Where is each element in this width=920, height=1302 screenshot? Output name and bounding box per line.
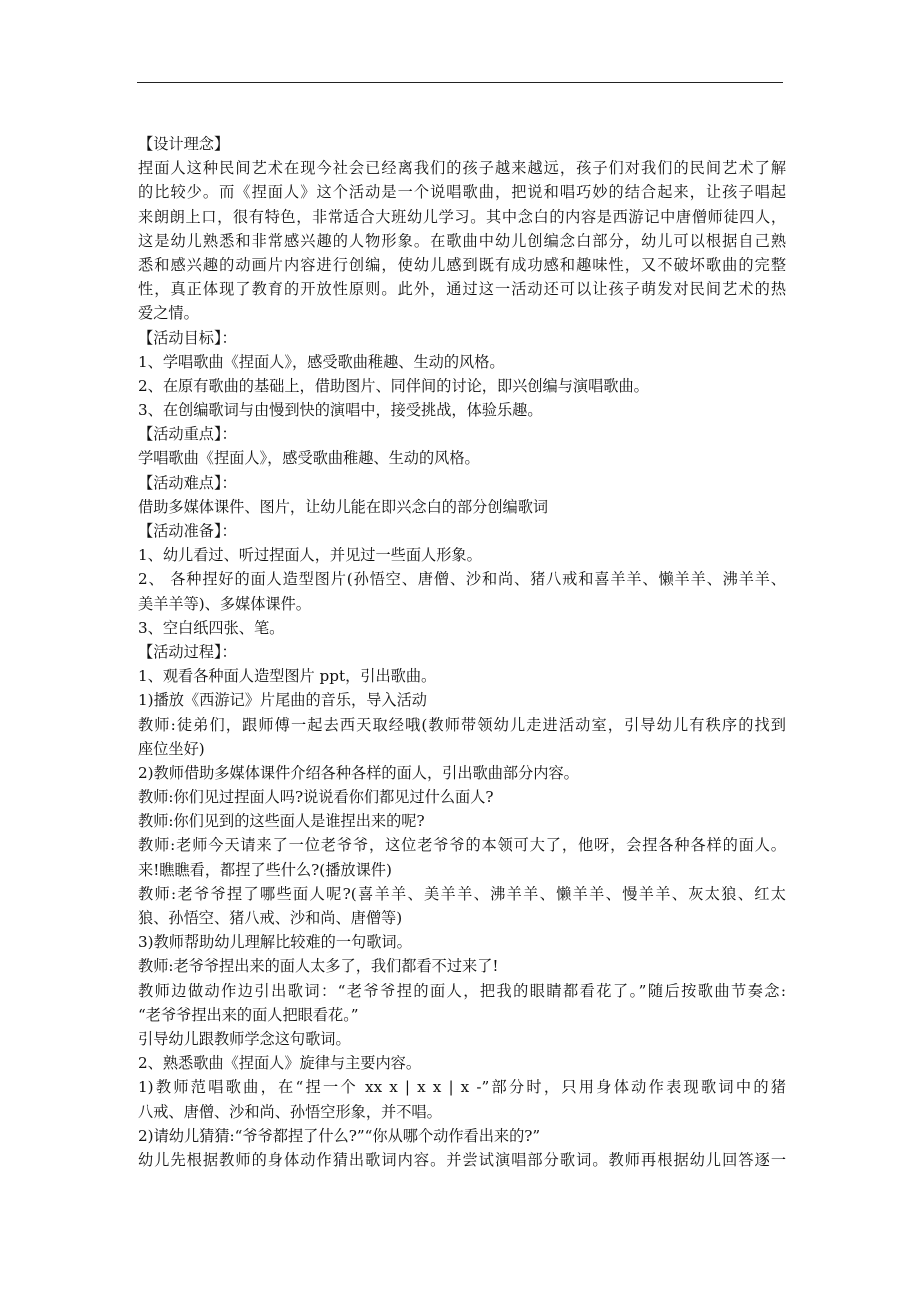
- doc-line: 1)播放《西游记》片尾曲的音乐，导入活动: [138, 691, 427, 710]
- doc-line: 2)教师借助多媒体课件介绍各种各样的面人，引出歌曲部分内容。: [138, 763, 579, 782]
- doc-line: 1、观看各种面人造型图片 ppt，引出歌曲。: [138, 667, 437, 686]
- doc-line: 的比较少。而《捏面人》这个活动是一个说唱歌曲，把说和唱巧妙的结合起来，让孩子唱起: [138, 183, 786, 202]
- doc-line: 教师边做动作边引出歌词：“老爷爷捏的面人，把我的眼睛都看花了。”随后按歌曲节奏念:: [138, 981, 786, 1000]
- doc-line: 座位坐好): [138, 739, 205, 758]
- doc-line: 这是幼儿熟悉和非常感兴趣的人物形象。在歌曲中幼儿创编念白部分，幼儿可以根据自己熟: [138, 231, 786, 250]
- doc-line: 美羊羊等)、多媒体课件。: [138, 594, 311, 613]
- doc-line: 八戒、唐僧、沙和尚、孙悟空形象，并不唱。: [138, 1102, 442, 1121]
- doc-line: 3)教师帮助幼儿理解比较难的一句歌词。: [138, 933, 412, 952]
- document-body: [138, 132, 786, 1172]
- doc-line: 2、在原有歌曲的基础上，借助图片、同伴间的讨论，即兴创编与演唱歌曲。: [138, 376, 649, 395]
- doc-line: 引导幼儿跟教师学念这句歌词。: [138, 1029, 351, 1048]
- doc-line: 教师:你们见到的这些面人是谁捏出来的呢?: [138, 812, 425, 831]
- doc-line: 幼儿先根据教师的身体动作猜出歌词内容。并尝试演唱部分歌词。教师再根据幼儿回答逐一: [138, 1150, 786, 1169]
- doc-line: 借助多媒体课件、图片，让幼儿能在即兴念白的部分创编歌词: [138, 497, 549, 516]
- doc-line: 爱之情。: [138, 304, 199, 323]
- doc-line: 来朗朗上口，很有特色，非常适合大班幼儿学习。其中念白的内容是西游记中唐僧师徒四人，: [138, 207, 786, 226]
- doc-line: “老爷爷捏出来的面人把眼看花。”: [138, 1005, 359, 1024]
- doc-line: 学唱歌曲《捏面人》，感受歌曲稚趣、生动的风格。: [138, 449, 480, 468]
- doc-line: 教师:你们见过捏面人吗?说说看你们都见过什么面人?: [138, 788, 494, 807]
- doc-line: 捏面人这种民间艺术在现今社会已经离我们的孩子越来越远，孩子们对我们的民间艺术了解: [138, 159, 786, 178]
- doc-line: 【设计理念】: [138, 135, 230, 153]
- doc-line: 悉和感兴趣的动画片内容进行创编，使幼儿感到既有成功感和趣味性，又不破坏歌曲的完整: [138, 255, 786, 274]
- doc-line: 1)教师范唱歌曲，在“捏一个 xx x | x x | x -”部分时，只用身体动作表现歌词中的猪: [138, 1078, 786, 1097]
- doc-line: 教师:老师今天请来了一位老爷爷，这位老爷爷的本领可大了，他呀，会捏各种各样的面人。: [138, 836, 786, 855]
- doc-line: 2)请幼儿猜猜:“爷爷都捏了什么?”“你从哪个动作看出来的?”: [138, 1126, 541, 1145]
- doc-line: 性，真正体现了教育的开放性原则。此外，通过这一活动还可以让孩子萌发对民间艺术的热: [138, 280, 786, 299]
- doc-line: 教师:老爷爷捏出来的面人太多了，我们都看不过来了!: [138, 957, 499, 976]
- header-rule: [137, 82, 783, 83]
- doc-line: 3、在创编歌词与由慢到快的演唱中，接受挑战，体验乐趣。: [138, 401, 543, 420]
- doc-line: 1、幼儿看过、听过捏面人，并见过一些面人形象。: [138, 546, 482, 565]
- doc-line: 【活动过程】：: [138, 642, 237, 661]
- doc-line: 【活动重点】：: [138, 425, 237, 444]
- doc-line: 教师:老爷爷捏了哪些面人呢?(喜羊羊、美羊羊、沸羊羊、懒羊羊、慢羊羊、灰太狼、红太: [138, 884, 786, 903]
- doc-line: 【活动难点】：: [138, 473, 237, 492]
- doc-line: 来!瞧瞧看，都捏了些什么?(播放课件): [138, 860, 392, 879]
- doc-line: 【活动准备】：: [138, 522, 237, 540]
- doc-line: 3、空白纸四张、笔。: [138, 618, 285, 637]
- doc-line: 【活动目标】：: [138, 328, 237, 347]
- doc-line: 1、学唱歌曲《捏面人》，感受歌曲稚趣、生动的风格。: [138, 352, 505, 371]
- doc-line: 狼、孙悟空、猪八戒、沙和尚、唐僧等): [138, 909, 403, 927]
- doc-line: 2、 各种捏好的面人造型图片(孙悟空、唐僧、沙和尚、猪八戒和喜羊羊、懒羊羊、沸羊羊、: [138, 570, 786, 589]
- doc-line: 2、熟悉歌曲《捏面人》旋律与主要内容。: [138, 1054, 422, 1073]
- doc-line: 教师:徒弟们，跟师傅一起去西天取经哦(教师带领幼儿走进活动室，引导幼儿有秩序的找到: [138, 715, 786, 734]
